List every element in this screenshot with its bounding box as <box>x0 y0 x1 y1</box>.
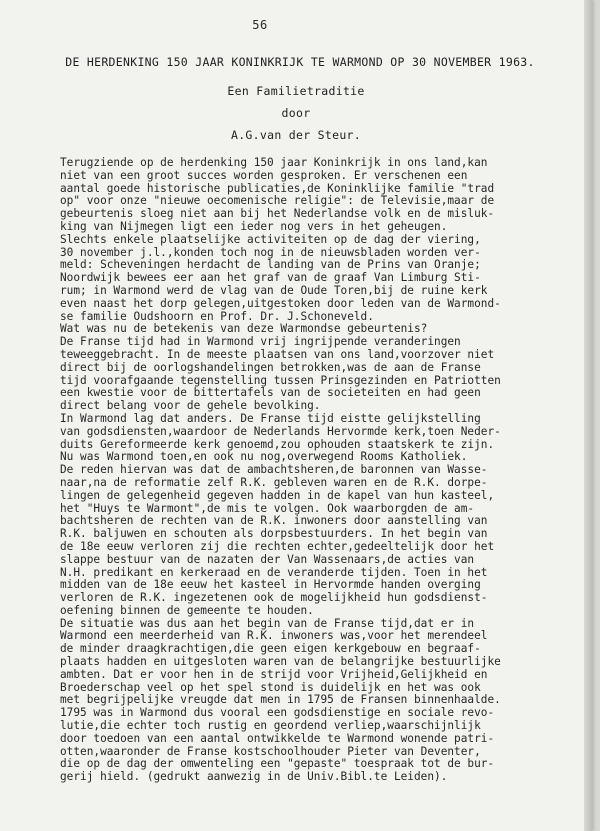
author-name: A.G.van der Steur. <box>230 128 362 142</box>
text-line: ambten. Dat er voor hen in de strijd voor Vrijheid,Gelijkheid en <box>60 667 488 681</box>
text-line: verloren de R.K. ingezetenen ook de mogelijkheid hun godsdienst- <box>60 591 488 605</box>
text-line: tijd voorafgaande tegenstelling tussen Prinsgezinden en Patriotten <box>60 373 501 387</box>
text-line: met begrijpelijke vreugde dat men in 1795 de Fransen binnenhaalde. <box>60 693 501 707</box>
text-line: Terugziende op de herdenking 150 jaar Koninkrijk in ons land,kan <box>60 156 488 169</box>
text-line: De reden hiervan was dat de ambachtsheren,de baronnen van Wasse- <box>60 463 488 477</box>
text-line: teweeggebracht. In de meeste plaatsen van ons land,voorzover niet <box>60 347 495 361</box>
text-line: die op de dag der omwenteling een "gepaste" toespraak tot de bur- <box>60 757 495 771</box>
text-line: Broederschap veel op het spel stond is duidelijk en het was ook <box>60 680 481 694</box>
text-line: oefening binnen de gemeente te houden. <box>60 603 314 617</box>
text-line: direct bij de oorlogshandelingen betrokken,was de aan de Franse <box>60 360 481 374</box>
text-line: de minder draagkrachtigen,die geen eigen kerkgebouw en begraaf- <box>60 642 481 656</box>
text-line: 30 november j.l.,konden toch nog in de nieuwsbladen worden ver- <box>60 245 481 259</box>
text-line: gerij hield. (gedrukt aanwezig in de Univ.Bibl.te Leiden). <box>60 770 448 784</box>
text-line: aantal goede historische publicaties,de Koninklijke familie "trad <box>60 181 495 195</box>
text-line: even naast het dorp gelegen,uitgestoken door leden van de Warmond- <box>60 296 501 310</box>
text-line: otten,waaronder de Franse kostschoolhouder Pieter van Deventer, <box>60 744 481 758</box>
text-line: king van Nijmegen ligt een ieder nog vers in het geheugen. <box>60 219 448 233</box>
text-line: naar,na de reformatie zelf R.K. gebleven waren en de R.K. dorpe- <box>60 475 488 489</box>
text-line: door toedoen van een aantal ontwikkelde te Warmond wonende patri- <box>60 731 495 745</box>
text-line: rum; in Warmond werd de vlag van de Oude Toren,bij de ruine kerk <box>60 283 488 297</box>
text-line: Wat was nu de betekenis van deze Warmondse gebeurtenis? <box>60 322 428 336</box>
text-line: meld: Scheveningen herdacht de landing van de Prins van Oranje; <box>60 258 481 272</box>
text-line: R.K. baljuwen en schouten als dorpsbestuurders. In het begin van <box>60 527 488 541</box>
text-line: slappe bestuur van de nazaten der Van Wassenaars,de acties van <box>60 552 475 566</box>
text-line: midden van de 18e eeuw het kasteel in Hervormde handen overging <box>60 578 481 592</box>
text-line: plaats hadden en uitgesloten waren van de belangrijke bestuurlijke <box>60 655 501 669</box>
document-subtitle: Een Familietraditie <box>227 84 365 98</box>
text-line: op" voor onze "nieuwe oecomenische religie": de Televisie,maar de <box>60 194 495 208</box>
text-line: Nu was Warmond toen,en ook nu nog,overwegend Rooms Katholiek. <box>60 450 468 464</box>
text-line: een kwestie voor de bittertafels van de societeiten en had geen <box>60 386 481 400</box>
text-line: gebeurtenis sloeg niet aan bij het Nederlandse volk en de misluk- <box>60 207 495 221</box>
text-line: In Warmond lag dat anders. De Franse tijd eistte gelijkstelling <box>60 411 481 425</box>
text-line: het "Huys te Warmont",de mis te volgen. Ook waarborgden de am- <box>60 501 475 515</box>
text-line: 1795 was in Warmond dus vooral een godsdienstige en sociale revo- <box>60 706 495 720</box>
text-line: direct belang voor de gehele bevolking. <box>60 399 321 413</box>
document-title: DE HERDENKING 150 JAAR KONINKRIJK TE WARMOND OP 30 NOVEMBER 1963. <box>65 55 535 69</box>
text-line: Noordwijk bewees eer aan het graf van de graaf Van Limburg Sti- <box>60 271 481 285</box>
page-number: 56 <box>252 18 268 32</box>
text-line: lingen de gelegenheid gegeven hadden in de kapel van hun kasteel, <box>60 488 495 502</box>
text-line: De situatie was dus aan het begin van de Franse tijd,dat er in <box>60 616 475 630</box>
text-line: lutie,die echter toch rustig en geordend verliep,waarschijnlijk <box>60 719 481 733</box>
text-line: se familie Oudshoorn en Prof. Dr. J.Schoneveld. <box>60 309 374 323</box>
text-line: niet van een groot succes worden gesproken. Er verschenen een <box>60 168 468 182</box>
text-line: De Franse tijd had in Warmond vrij ingrijpende veranderingen <box>60 335 461 349</box>
text-line: de 18e eeuw verloren zij die rechten echter,gedeeltelijk door het <box>60 539 495 553</box>
page-edge-shadow <box>584 0 592 831</box>
byline-label: door <box>281 106 311 120</box>
text-line: Warmond een meerderheid van R.K. inwoners was,voor het merendeel <box>60 629 488 643</box>
text-line: bachtsheren de rechten van de R.K. inwoners door aanstelling van <box>60 514 488 528</box>
text-line: duits Gereformeerde kerk genoemd,zou ophouden staatskerk te zijn. <box>60 437 495 451</box>
body-text <box>60 157 580 784</box>
text-line: Slechts enkele plaatselijke activiteiten op de dag der viering, <box>60 232 481 246</box>
text-line: van godsdiensten,waardoor de Nederlands Hervormde kerk,toen Neder- <box>60 424 501 438</box>
text-line: N.H. predikant en kerkeraad en de veranderde tijden. Toen in het <box>60 565 488 579</box>
